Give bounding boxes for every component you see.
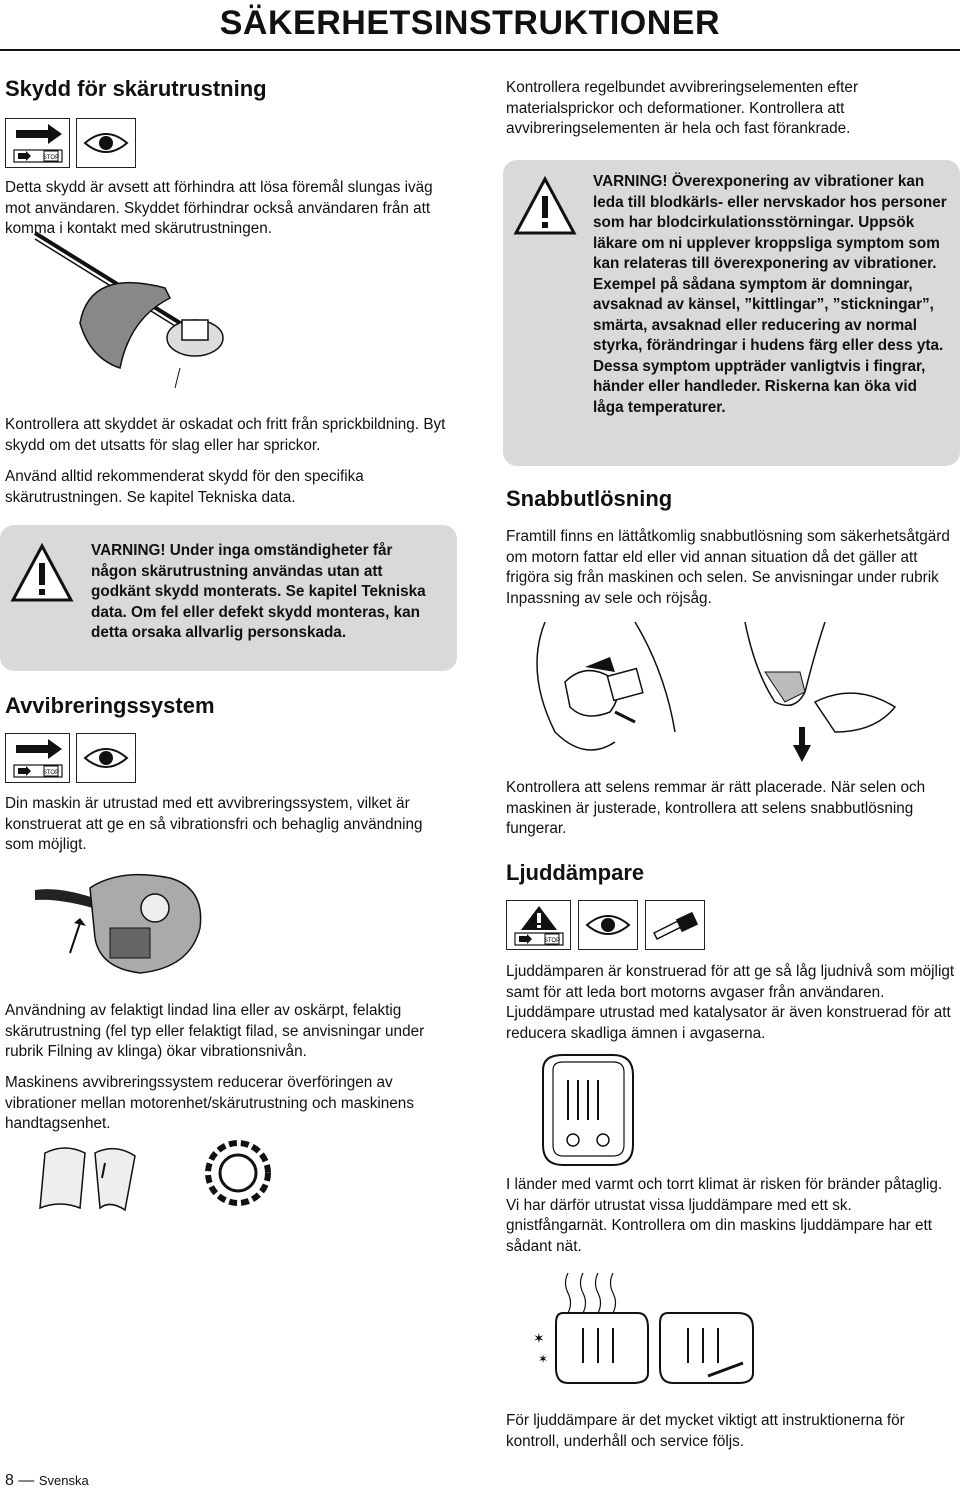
- svg-text:✶: ✶: [533, 1331, 545, 1347]
- ljuddampare-paragraph-2: I länder med varmt och torrt klimat är risken för bränder påtaglig. Vi har därför utrustat vissa ljuddämpare med ett sk. gnistfångarnät. Kontrollera om din maskins ljuddämpare har ett sådant nät.: [506, 1176, 943, 1255]
- avvibrering-check-paragraph: Kontrollera regelbundet avvibreringselementen efter materialsprickor och deformationer. Kontrollera att avvibreringselementen är hela och fast förankrade.: [506, 79, 859, 137]
- brush-icon: [648, 903, 702, 947]
- warning-box-vibration: [503, 160, 960, 466]
- ljuddampare-paragraph-1: Ljuddämparen är konstruerad för att ge så låg ljudnivå som möjligt samt för att leda bort motorns avgaser från användaren. Ljuddämpare utrustad med katalysator är även konstruerad för att reducera skadliga ämnen i avgaserna.: [506, 963, 955, 1042]
- page-header: [0, 0, 960, 50]
- footer-language: Svenska: [38, 1473, 89, 1488]
- engine-vibration-illustration: [30, 868, 230, 978]
- rubber-damper-ring-illustration: [198, 1133, 278, 1213]
- stop-label: STOP: [42, 770, 59, 776]
- snabbutlosning-paragraph-1: Framtill finns en lättåtkomlig snabbutlösning som säkerhetsåtgärd om motorn fattar eld eller vid annan situation då det gäller att frigöra sig från maskinen och selen. Se anvisningar under rubrik Inpassning av sele och röjsåg.: [506, 528, 950, 607]
- heading-snabbutlosning: Snabbutlösning: [506, 486, 673, 511]
- warning-arrow-book-icon: [509, 902, 569, 948]
- warning-box-skydd: [0, 525, 457, 671]
- eye-icon: [79, 121, 133, 165]
- instruction-icon-box: [5, 118, 70, 168]
- heading-ljuddampare: Ljuddämpare: [506, 860, 645, 885]
- stop-label: STOP: [543, 938, 560, 944]
- page-title: SÄKERHETSINSTRUKTIONER: [219, 4, 720, 42]
- page-footer: [5, 1472, 89, 1490]
- inspect-icon-box: [76, 118, 136, 168]
- vibration-damper-element-illustration: [30, 1138, 150, 1218]
- eye-icon: [581, 903, 635, 947]
- heading-avvibrering: Avvibreringssystem: [5, 693, 215, 718]
- warning-triangle-icon: [10, 543, 74, 603]
- arrow-book-icon: [8, 735, 68, 781]
- ljuddampare-paragraph-3: För ljuddämpare är det mycket viktigt att instruktionerna för kontroll, underhåll och service följs.: [506, 1412, 905, 1450]
- hot-muffler-spark-arrestor-illustration: [528, 1268, 758, 1388]
- inspect-icon-box-3: [578, 900, 638, 950]
- svg-text:✶: ✶: [538, 1352, 549, 1366]
- skydd-paragraph-3: Använd alltid rekommenderat skydd för den specifika skärutrustningen. Se kapitel Tekniska data.: [5, 468, 364, 506]
- muffler-illustration: [528, 1050, 648, 1170]
- warning-icon-box: [506, 900, 571, 950]
- trimmer-guard-illustration: [20, 228, 240, 398]
- skydd-paragraph-2: Kontrollera att skyddet är oskadat och fritt från sprickbildning. Byt skydd om det utsatts för slag eller har sprickor.: [5, 416, 446, 454]
- footer-dash: —: [18, 1472, 35, 1489]
- arrow-book-icon: [8, 120, 68, 166]
- harness-quick-release-illustration: [515, 612, 915, 767]
- brush-icon-box: [645, 900, 705, 950]
- avvibrering-paragraph-3: Maskinens avvibreringssystem reducerar överföringen av vibrationer mellan motorenhet/skärutrustning och maskinens handtagsenhet.: [5, 1074, 414, 1132]
- stop-label: STOP: [42, 155, 59, 161]
- header-rule: [0, 49, 960, 51]
- warning-triangle-icon: [513, 176, 577, 236]
- page-number: 8: [5, 1472, 14, 1489]
- snabbutlosning-paragraph-2: Kontrollera att selens remmar är rätt placerade. När selen och maskinen är justerade, kontrollera att selens snabbutlösning fungerar.: [506, 779, 926, 837]
- avvibrering-paragraph-1: Din maskin är utrustad med ett avvibreringssystem, vilket är konstruerat att ge en så vibrationsfri och behaglig användning som möjligt.: [5, 795, 423, 853]
- warning-text-vibration: VARNING! Överexponering av vibrationer kan leda till blodkärls- eller nervskador hos personer som har blodcirkulationsstörningar. Uppsök läkare om ni upplever kroppsliga symptom som kan relateras till överexponering av vibrationer. Exempel på sådana symptom är domningar, avsaknad av känsel, ”kittlingar”, ”stickningar”, smärta, avsaknad eller reducering av normal styrka, förändringar i hudens färg eller dess yta. Dessa symptom uppträder vanligtvis i fingrar, händer eller handleder. Riskerna kan öka vid låga temperaturer.: [593, 173, 947, 416]
- heading-skydd: Skydd för skärutrustning: [5, 76, 267, 101]
- eye-icon: [79, 736, 133, 780]
- skydd-paragraph-1: Detta skydd är avsett att förhindra att lösa föremål slungas iväg mot användaren. Skyddet förhindrar också användaren från att komma i kontakt med skärutrustningen.: [5, 179, 433, 237]
- avvibrering-paragraph-2: Användning av felaktigt lindad lina eller av oskärpt, felaktig skärutrustning (fel typ eller felaktigt filad, se anvisningar under rubrik Filning av klinga) ökar vibrationsnivån.: [5, 1002, 425, 1060]
- warning-text-skydd: VARNING! Under inga omständigheter får någon skärutrustning användas utan att godkänt skydd monterats. Se kapitel Tekniska data. Om fel eller defekt skydd monteras, kan detta orsaka allvarlig personskada.: [91, 542, 426, 641]
- instruction-icon-box-2: [5, 733, 70, 783]
- inspect-icon-box-2: [76, 733, 136, 783]
